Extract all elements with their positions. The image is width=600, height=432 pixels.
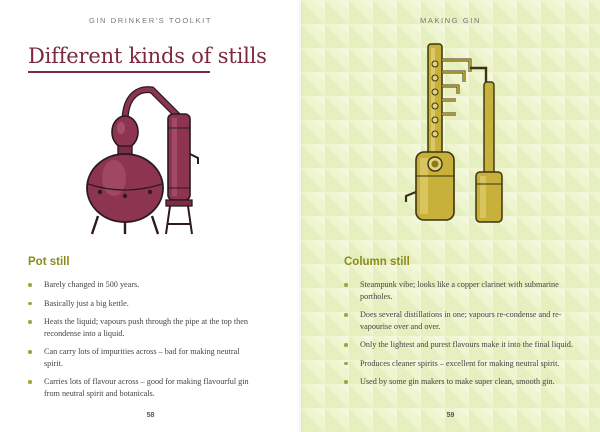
list-item: Heats the liquid; vapours push through the pipe at the top then recondense into a liquid. (28, 316, 258, 339)
pot-still-bullet-list (28, 279, 258, 406)
list-item: Produces cleaner spirits – excellent for making neutral spirit. (344, 358, 584, 370)
list-item: Does several distillations in one; vapours re-condense and re-vapourise over and over. (344, 309, 584, 332)
list-item: Carries lots of flavour across – good for making flavourful gin from neutral spirit and botanicals. (28, 376, 258, 399)
list-item: Steampunk vibe; looks like a copper clarinet with submarine portholes. (344, 279, 584, 302)
bullet-dot (28, 380, 32, 384)
left-page-number: 58 (146, 412, 155, 419)
right-page (301, 0, 600, 432)
page-title: Different kinds of stills (28, 44, 267, 68)
book-gutter-shadow (299, 0, 303, 432)
bullet-dot (28, 302, 32, 306)
column-still-illustration (396, 42, 516, 232)
left-running-head: GIN DRINKER'S TOOLKIT (88, 16, 213, 25)
pot-still-heading: Pot still (28, 256, 70, 268)
bullet-dot (28, 283, 32, 287)
list-item: Used by some gin makers to make super clean, smooth gin. (344, 376, 584, 388)
title-underline (28, 71, 210, 73)
column-still-heading: Column still (344, 256, 410, 268)
right-running-head: MAKING GIN (419, 16, 481, 25)
list-item: Only the lightest and purest flavours make it into the final liquid. (344, 339, 584, 351)
right-page-number: 59 (446, 412, 455, 419)
list-item: Barely changed in 500 years. (28, 279, 258, 291)
bullet-dot (28, 320, 32, 324)
column-still-bullet-list (344, 279, 584, 395)
bullet-dot (344, 283, 348, 287)
bullet-dot (344, 380, 348, 384)
bullet-dot (344, 343, 348, 347)
list-item: Basically just a big kettle. (28, 298, 258, 310)
bullet-dot (28, 350, 32, 354)
bullet-dot (344, 362, 348, 366)
list-item: Can carry lots of impurities across – bad for making neutral spirit. (28, 346, 258, 369)
pot-still-illustration (70, 84, 205, 239)
bullet-dot (344, 313, 348, 317)
